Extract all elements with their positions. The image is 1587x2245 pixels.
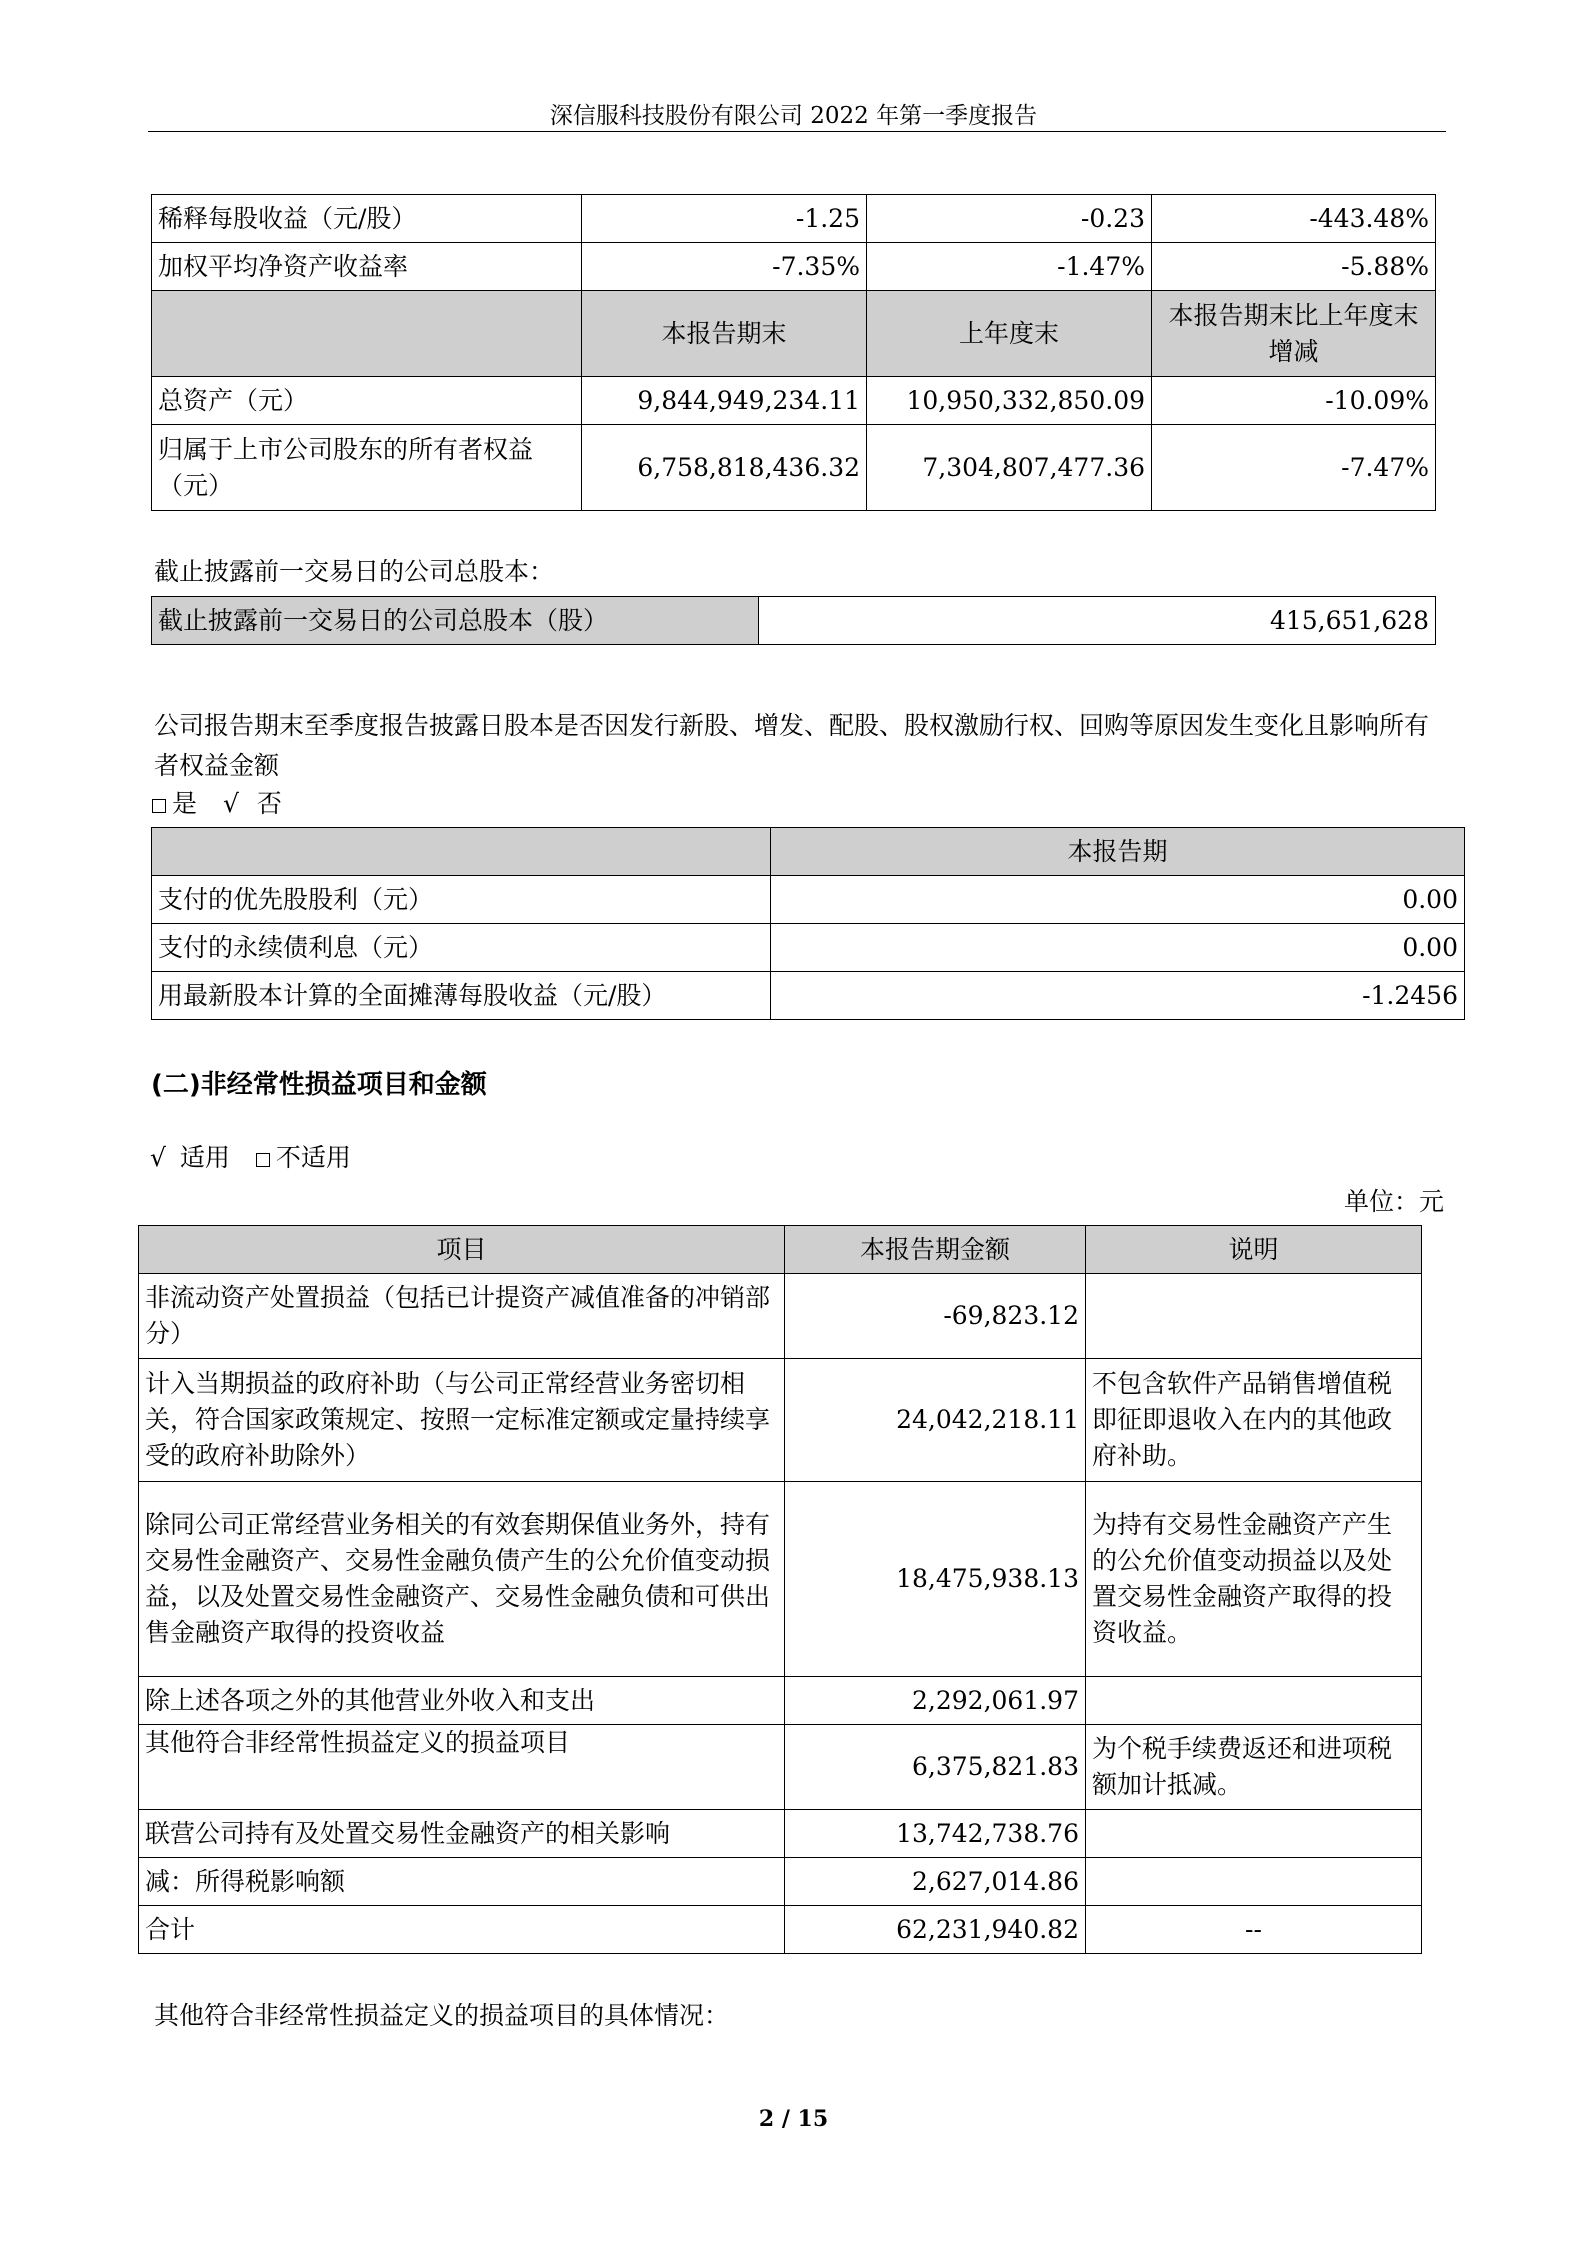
table-row bbox=[139, 1906, 1422, 1954]
item-label: 非流动资产处置损益（包括已计提资产减值准备的冲销部分） bbox=[139, 1274, 785, 1359]
cell-value: -7.47% bbox=[1152, 425, 1436, 511]
non-recurring-items-table bbox=[138, 1225, 1422, 1954]
cell-value: 6,758,818,436.32 bbox=[582, 425, 867, 511]
item-label: 除同公司正常经营业务相关的有效套期保值业务外，持有交易性金融资产、交易性金融负债产生的公允价值变动损益，以及处置交易性金融资产、交易性金融负债和可供出售金融资产取得的投资收益 bbox=[139, 1482, 785, 1677]
cell-value: -10.09% bbox=[1152, 377, 1436, 425]
amount-value: 62,231,940.82 bbox=[785, 1906, 1086, 1954]
note-text: 为持有交易性金融资产产生的公允价值变动损益以及处置交易性金融资产取得的投资收益。 bbox=[1086, 1482, 1422, 1677]
header-blank-cell bbox=[152, 291, 582, 377]
row-label: 用最新股本计算的全面摊薄每股收益（元/股） bbox=[152, 972, 771, 1020]
header-divider bbox=[148, 131, 1446, 132]
note-text: -- bbox=[1086, 1906, 1422, 1954]
shares-intro: 截止披露前一交易日的公司总股本： bbox=[154, 557, 555, 586]
note-text bbox=[1086, 1677, 1422, 1725]
table-row bbox=[152, 876, 1465, 924]
cell-value: -7.35% bbox=[582, 243, 867, 291]
note-text: 为个税手续费返还和进项税额加计抵减。 bbox=[1086, 1725, 1422, 1810]
share-change-question: 公司报告期末至季度报告披露日股本是否因发行新股、增发、配股、股权激励行权、回购等原因发生变化且影响所有者权益金额 bbox=[154, 711, 1430, 780]
section-title: (二)非经常性损益项目和金额 bbox=[151, 1070, 487, 1100]
not-applicable-label: 不适用 bbox=[275, 1143, 351, 1172]
table-row bbox=[139, 1482, 1422, 1677]
item-label: 其他符合非经常性损益定义的损益项目 bbox=[139, 1725, 785, 1810]
check-mark-icon: √ bbox=[150, 1143, 166, 1172]
column-header: 本报告期末比上年度末增减 bbox=[1152, 291, 1436, 377]
header-blank-cell bbox=[152, 828, 771, 876]
cell-value: 415,651,628 bbox=[759, 597, 1436, 645]
cell-value: -443.48% bbox=[1152, 195, 1436, 243]
closing-paragraph: 其他符合非经常性损益定义的损益项目的具体情况： bbox=[154, 2001, 730, 2030]
cell-value: 0.00 bbox=[771, 924, 1465, 972]
amount-value: 2,292,061.97 bbox=[785, 1677, 1086, 1725]
table-row bbox=[139, 1359, 1422, 1482]
table-row bbox=[152, 597, 1436, 645]
applicable-choice bbox=[150, 1138, 351, 1178]
cell-value: -1.25 bbox=[582, 195, 867, 243]
cell-value: 7,304,807,477.36 bbox=[867, 425, 1152, 511]
column-header: 项目 bbox=[139, 1226, 785, 1274]
cell-value: -0.23 bbox=[867, 195, 1152, 243]
row-label: 总资产（元） bbox=[152, 377, 582, 425]
row-label: 支付的优先股股利（元） bbox=[152, 876, 771, 924]
table-row bbox=[139, 1677, 1422, 1725]
table-row bbox=[152, 243, 1436, 291]
column-header: 本报告期末 bbox=[582, 291, 867, 377]
table-row bbox=[139, 1858, 1422, 1906]
row-label: 支付的永续债利息（元） bbox=[152, 924, 771, 972]
note-text bbox=[1086, 1858, 1422, 1906]
amount-value: 24,042,218.11 bbox=[785, 1359, 1086, 1482]
cell-value: -5.88% bbox=[1152, 243, 1436, 291]
cell-value: 9,844,949,234.11 bbox=[582, 377, 867, 425]
no-label: 否 bbox=[256, 789, 282, 818]
amount-value: 6,375,821.83 bbox=[785, 1725, 1086, 1810]
cell-value: 10,950,332,850.09 bbox=[867, 377, 1152, 425]
cell-value: 0.00 bbox=[771, 876, 1465, 924]
page-header: 深信服科技股份有限公司 2022 年第一季度报告 bbox=[549, 103, 1038, 129]
item-label: 合计 bbox=[139, 1906, 785, 1954]
table-row bbox=[152, 377, 1436, 425]
page-number: 2 / 15 bbox=[758, 2106, 829, 2132]
cell-value: -1.2456 bbox=[771, 972, 1465, 1020]
checkbox-icon bbox=[152, 799, 166, 813]
column-header: 本报告期 bbox=[771, 828, 1465, 876]
item-label: 计入当期损益的政府补助（与公司正常经营业务密切相关，符合国家政策规定、按照一定标准定额或定量持续享受的政府补助除外） bbox=[139, 1359, 785, 1482]
checkbox-icon bbox=[256, 1153, 270, 1167]
column-header: 说明 bbox=[1086, 1226, 1422, 1274]
table-header-row bbox=[152, 291, 1436, 377]
row-label: 截止披露前一交易日的公司总股本（股） bbox=[152, 597, 759, 645]
table-row bbox=[152, 972, 1465, 1020]
amount-value: -69,823.12 bbox=[785, 1274, 1086, 1359]
table-row bbox=[139, 1810, 1422, 1858]
check-mark-icon: √ bbox=[222, 789, 239, 818]
item-label: 除上述各项之外的其他营业外收入和支出 bbox=[139, 1677, 785, 1725]
table-header-row bbox=[139, 1226, 1422, 1274]
table-row bbox=[139, 1274, 1422, 1359]
yes-no-choice bbox=[150, 784, 282, 824]
row-label: 稀释每股收益（元/股） bbox=[152, 195, 582, 243]
table-header-row bbox=[152, 828, 1465, 876]
amount-value: 18,475,938.13 bbox=[785, 1482, 1086, 1677]
preferred-dividend-table bbox=[151, 827, 1465, 1020]
yes-label: 是 bbox=[172, 789, 198, 818]
note-text bbox=[1086, 1810, 1422, 1858]
item-label: 减：所得税影响额 bbox=[139, 1858, 785, 1906]
total-shares-table bbox=[151, 596, 1436, 645]
column-header: 上年度末 bbox=[867, 291, 1152, 377]
note-text: 不包含软件产品销售增值税即征即退收入在内的其他政府补助。 bbox=[1086, 1359, 1422, 1482]
table-row bbox=[152, 425, 1436, 511]
amount-value: 13,742,738.76 bbox=[785, 1810, 1086, 1858]
cell-value: -1.47% bbox=[867, 243, 1152, 291]
note-text bbox=[1086, 1274, 1422, 1359]
row-label: 加权平均净资产收益率 bbox=[152, 243, 582, 291]
table-row bbox=[152, 924, 1465, 972]
applicable-label: 适用 bbox=[179, 1143, 230, 1172]
table-row bbox=[152, 195, 1436, 243]
amount-value: 2,627,014.86 bbox=[785, 1858, 1086, 1906]
unit-label: 单位：元 bbox=[1343, 1187, 1444, 1216]
financial-indicators-table bbox=[151, 194, 1436, 511]
row-label: 归属于上市公司股东的所有者权益（元） bbox=[152, 425, 582, 511]
table-row bbox=[139, 1725, 1422, 1810]
item-label: 联营公司持有及处置交易性金融资产的相关影响 bbox=[139, 1810, 785, 1858]
column-header: 本报告期金额 bbox=[785, 1226, 1086, 1274]
